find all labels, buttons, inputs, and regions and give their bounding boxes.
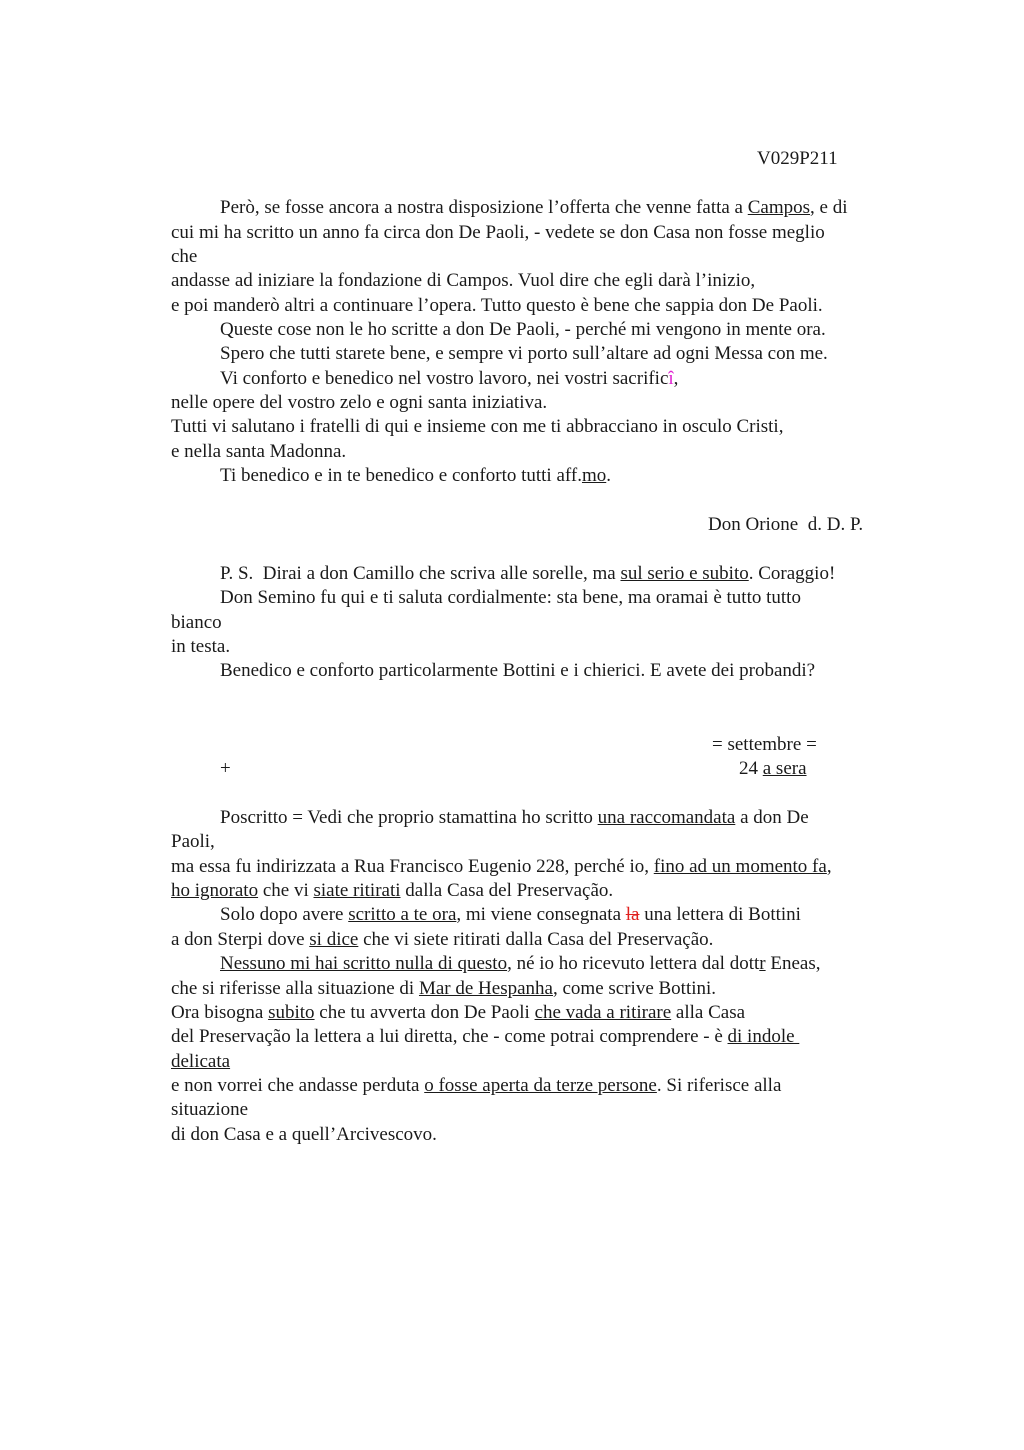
ps-line: bianco: [171, 612, 222, 633]
ps-line: Benedico e conforto particolarmente Bottini e i chierici. E avete dei probandi?: [220, 660, 816, 681]
letter-line: Spero che tutti starete bene, e sempre vi porto sull’altare ad ogni Messa con me.: [220, 343, 828, 364]
letter-line: nelle opere del vostro zelo e ogni santa iniziativa.: [171, 392, 548, 413]
date-month: = settembre =: [712, 734, 817, 755]
poscritto-line: delicata: [171, 1051, 231, 1072]
poscritto-line: ho ignorato che vi siate ritirati dalla Casa del Preservação.: [171, 880, 614, 901]
poscritto-line: ma essa fu indirizzata a Rua Francisco Eugenio 228, perché io, fino ad un momento fa,: [171, 856, 832, 877]
poscritto-line: situazione: [171, 1099, 249, 1120]
poscritto-line: Ora bisogna subito che tu avverta don De Paoli che vada a ritirare alla Casa: [171, 1002, 746, 1023]
poscritto-line: Poscritto = Vedi che proprio stamattina ho scritto una raccomandata a don De: [220, 807, 809, 828]
signature: Don Orione d. D. P.: [708, 514, 864, 535]
letter-line: Però, se fosse ancora a nostra disposizione l’offerta che venne fatta a Campos, e di: [220, 197, 848, 218]
poscritto-line: a don Sterpi dove si dice che vi siete ritirati dalla Casa del Preservação.: [171, 929, 714, 950]
letter-line: e nella santa Madonna.: [171, 441, 347, 462]
ps-line: Don Semino fu qui e ti saluta cordialmente: sta bene, ma oramai è tutto tutto: [220, 587, 801, 608]
poscritto-line: di don Casa e a quell’Arcivescovo.: [171, 1124, 437, 1145]
letter-line: che: [171, 246, 198, 267]
ps-line: in testa.: [171, 636, 231, 657]
letter-line: Vi conforto e benedico nel vostro lavoro, nei vostri sacrificî,: [220, 368, 679, 389]
poscritto-line: Solo dopo avere scritto a te ora, mi viene consegnata la una lettera di Bottini: [220, 904, 801, 925]
date-day: 24 a sera: [739, 758, 807, 779]
poscritto-line: e non vorrei che andasse perduta o fosse aperta da terze persone. Si riferisce alla: [171, 1075, 782, 1096]
poscritto-line: che si riferisse alla situazione di Mar de Hespanha, come scrive Bottini.: [171, 978, 717, 999]
letter-line: cui mi ha scritto un anno fa circa don De Paoli, - vedete se don Casa non fosse meglio: [171, 222, 825, 243]
letter-line: Ti benedico e in te benedico e conforto tutti aff.mo.: [220, 465, 611, 486]
letter-line: Queste cose non le ho scritte a don De Paoli, - perché mi vengono in mente ora.: [220, 319, 826, 340]
document-id: V029P211: [757, 148, 838, 169]
struck-word: la: [625, 904, 640, 925]
letter-line: e poi manderò altri a continuare l’opera. Tutto questo è bene che sappia don De Paoli.: [171, 295, 823, 316]
cross-mark: +: [220, 758, 231, 779]
poscritto-line: Paoli,: [171, 831, 215, 852]
letter-line: Tutti vi salutano i fratelli di qui e insieme con me ti abbracciano in osculo Cristi,: [171, 416, 784, 437]
letter-line: andasse ad iniziare la fondazione di Campos. Vuol dire che egli darà l’inizio,: [171, 270, 756, 291]
poscritto-line: Nessuno mi hai scritto nulla di questo, né io ho ricevuto lettera dal dottr Eneas,: [220, 953, 821, 974]
ps-line: P. S. Dirai a don Camillo che scriva alle sorelle, ma sul serio e subito. Coraggio!: [220, 563, 836, 584]
poscritto-line: del Preservação la lettera a lui diretta, che - come potrai comprendere - è di indole: [171, 1026, 800, 1047]
